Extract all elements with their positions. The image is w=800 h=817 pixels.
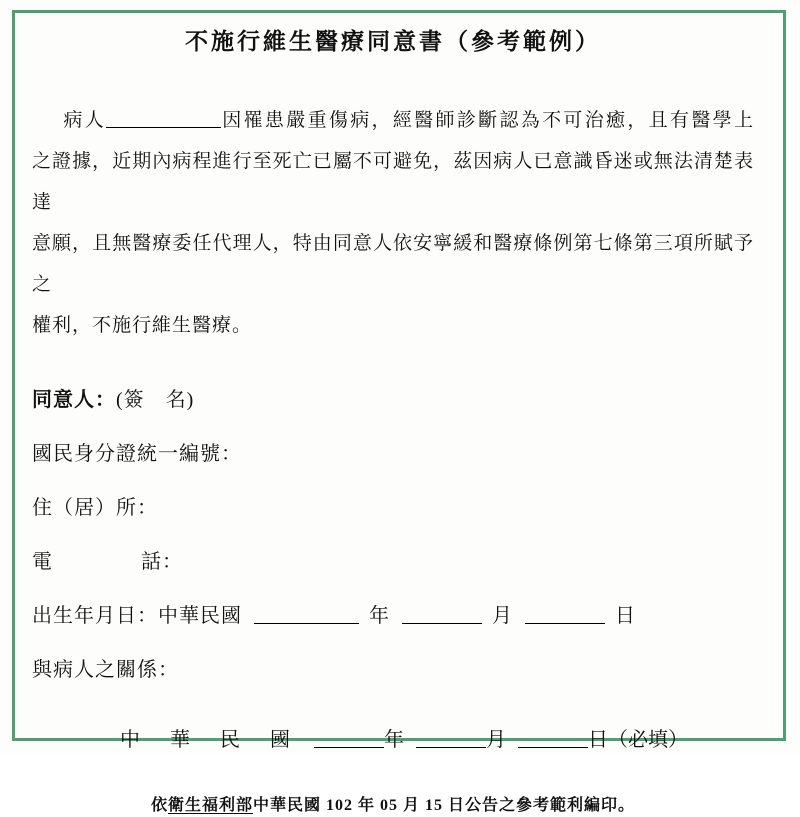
birth-day-label: 日 <box>615 605 636 627</box>
signature-year-label: 年 <box>384 729 404 751</box>
field-row-national-id <box>32 441 754 467</box>
address-label: 住（居）所： <box>32 497 158 519</box>
required-note: （必填） <box>608 729 688 751</box>
relation-label: 與病人之關係： <box>32 659 179 681</box>
body-line-4: 權利，不施行維生醫療。 <box>32 315 253 336</box>
signature-day-blank[interactable] <box>518 727 588 748</box>
field-row-relation <box>32 657 754 683</box>
body-line-1-text: 因罹患嚴重傷病，經醫師診斷認為不可治癒，且有醫學上 <box>220 110 754 131</box>
patient-label: 病人 <box>62 110 106 131</box>
page-title: 不施行維生醫療同意書（參考範例） <box>185 29 601 54</box>
footer-note <box>32 795 754 817</box>
signature-day-label: 日 <box>588 729 608 751</box>
footer-suffix: 中華民國 102 年 05 月 15 日公告之參考範利編印。 <box>253 797 636 814</box>
signature-year-blank[interactable] <box>314 727 384 748</box>
field-row-address <box>32 495 754 521</box>
consent-paragraph <box>32 100 754 346</box>
birth-year-label: 年 <box>369 605 390 627</box>
field-row-phone <box>32 549 754 575</box>
national-id-label: 國民身分證統一編號： <box>32 443 242 465</box>
roc-era-label: 中華民國 <box>120 729 320 751</box>
phone-label-left: 電 <box>32 551 53 573</box>
body-line-1 <box>32 100 754 141</box>
birth-month-label: 月 <box>492 605 513 627</box>
birthdate-label: 出生年月日：中華民國 <box>32 605 242 627</box>
field-row-consenter <box>32 387 754 413</box>
signature-month-label: 月 <box>486 729 506 751</box>
footer-prefix: 依 <box>150 797 168 814</box>
consenter-sign-hint: (簽 名) <box>116 389 195 411</box>
birth-year-blank[interactable] <box>254 603 359 624</box>
patient-name-blank[interactable] <box>106 108 221 128</box>
signature-date-row <box>32 727 754 753</box>
field-row-birthdate <box>32 603 754 629</box>
signature-month-blank[interactable] <box>416 727 486 748</box>
footer-agency: 衛生福利部 <box>167 797 253 814</box>
consenter-label: 同意人： <box>32 389 116 411</box>
document-content <box>32 13 754 814</box>
phone-label-right: 話： <box>141 551 183 573</box>
birth-day-blank[interactable] <box>525 603 605 624</box>
body-line-2: 之證據，近期內病程進行至死亡已屬不可避免，茲因病人已意識昏迷或無法清楚表達 <box>32 151 754 213</box>
form-fields <box>32 387 754 683</box>
body-line-3: 意願，且無醫療委任代理人，特由同意人依安寧緩和醫療條例第七條第三項所賦予之 <box>32 233 754 295</box>
birth-month-blank[interactable] <box>402 603 482 624</box>
